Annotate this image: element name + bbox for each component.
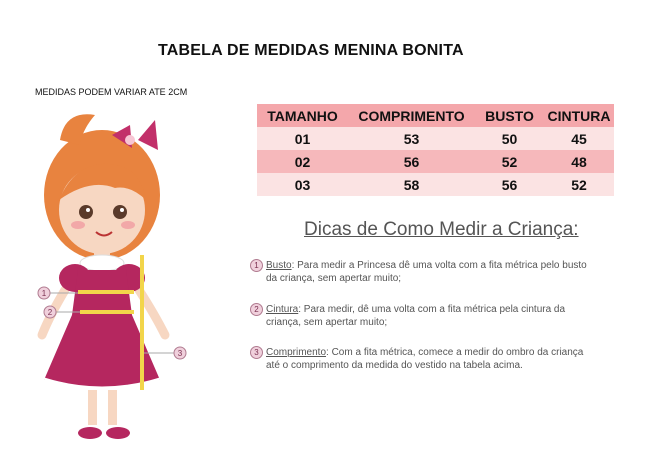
table-row [257, 150, 614, 173]
variation-note: MEDIDAS PODEM VARIAR ATE 2CM [35, 87, 188, 97]
marker-1-label: 1 [41, 289, 47, 298]
cell-cintura: 48 [544, 150, 614, 173]
cell-busto: 56 [475, 173, 544, 196]
marker-3-label: 3 [177, 349, 183, 358]
page-title: TABELA DE MEDIDAS MENINA BONITA [158, 42, 464, 59]
cell-comprimento: 53 [348, 127, 475, 150]
tip-text: : Para medir, dê uma volta com a fita métrica pela cintura da [298, 304, 566, 315]
number-3-icon: 3 [250, 346, 263, 359]
tip-text: : Com a fita métrica, comece a medir do ombro da criança [326, 347, 584, 358]
header-cintura: CINTURA [544, 104, 614, 127]
tip-text: : Para medir a Princesa dê uma volta com a fita métrica pelo busto [291, 260, 587, 271]
tips-title: Dicas de Como Medir a Criança: [304, 219, 579, 240]
cell-comprimento: 56 [348, 150, 475, 173]
tip-busto [250, 259, 640, 285]
header-comprimento: COMPRIMENTO [348, 104, 475, 127]
size-table [257, 104, 614, 196]
tip-text-cont: criança, sem apertar muito; [266, 317, 388, 328]
tip-cintura [250, 303, 640, 329]
cell-tamanho: 01 [257, 127, 348, 150]
tip-text-cont: da criança, sem apertar muito; [266, 273, 402, 284]
marker-2-label: 2 [47, 308, 53, 317]
header-tamanho: TAMANHO [257, 104, 348, 127]
cell-busto: 52 [475, 150, 544, 173]
tip-term: Busto [266, 260, 292, 271]
table-row [257, 127, 614, 150]
number-1-icon: 1 [250, 259, 263, 272]
tip-comprimento [250, 346, 640, 372]
cell-comprimento: 58 [348, 173, 475, 196]
table-header-row [257, 104, 614, 127]
number-2-icon: 2 [250, 303, 263, 316]
tip-term: Cintura [266, 304, 299, 315]
tip-term: Comprimento [266, 347, 327, 358]
cell-tamanho: 03 [257, 173, 348, 196]
tip-text-cont: até o comprimento da medida do vestido na tabela acima. [266, 360, 523, 371]
header-busto: BUSTO [475, 104, 544, 127]
cell-tamanho: 02 [257, 150, 348, 173]
girl-illustration [20, 100, 210, 445]
cell-cintura: 52 [544, 173, 614, 196]
cell-busto: 50 [475, 127, 544, 150]
table-row [257, 173, 614, 196]
cell-cintura: 45 [544, 127, 614, 150]
